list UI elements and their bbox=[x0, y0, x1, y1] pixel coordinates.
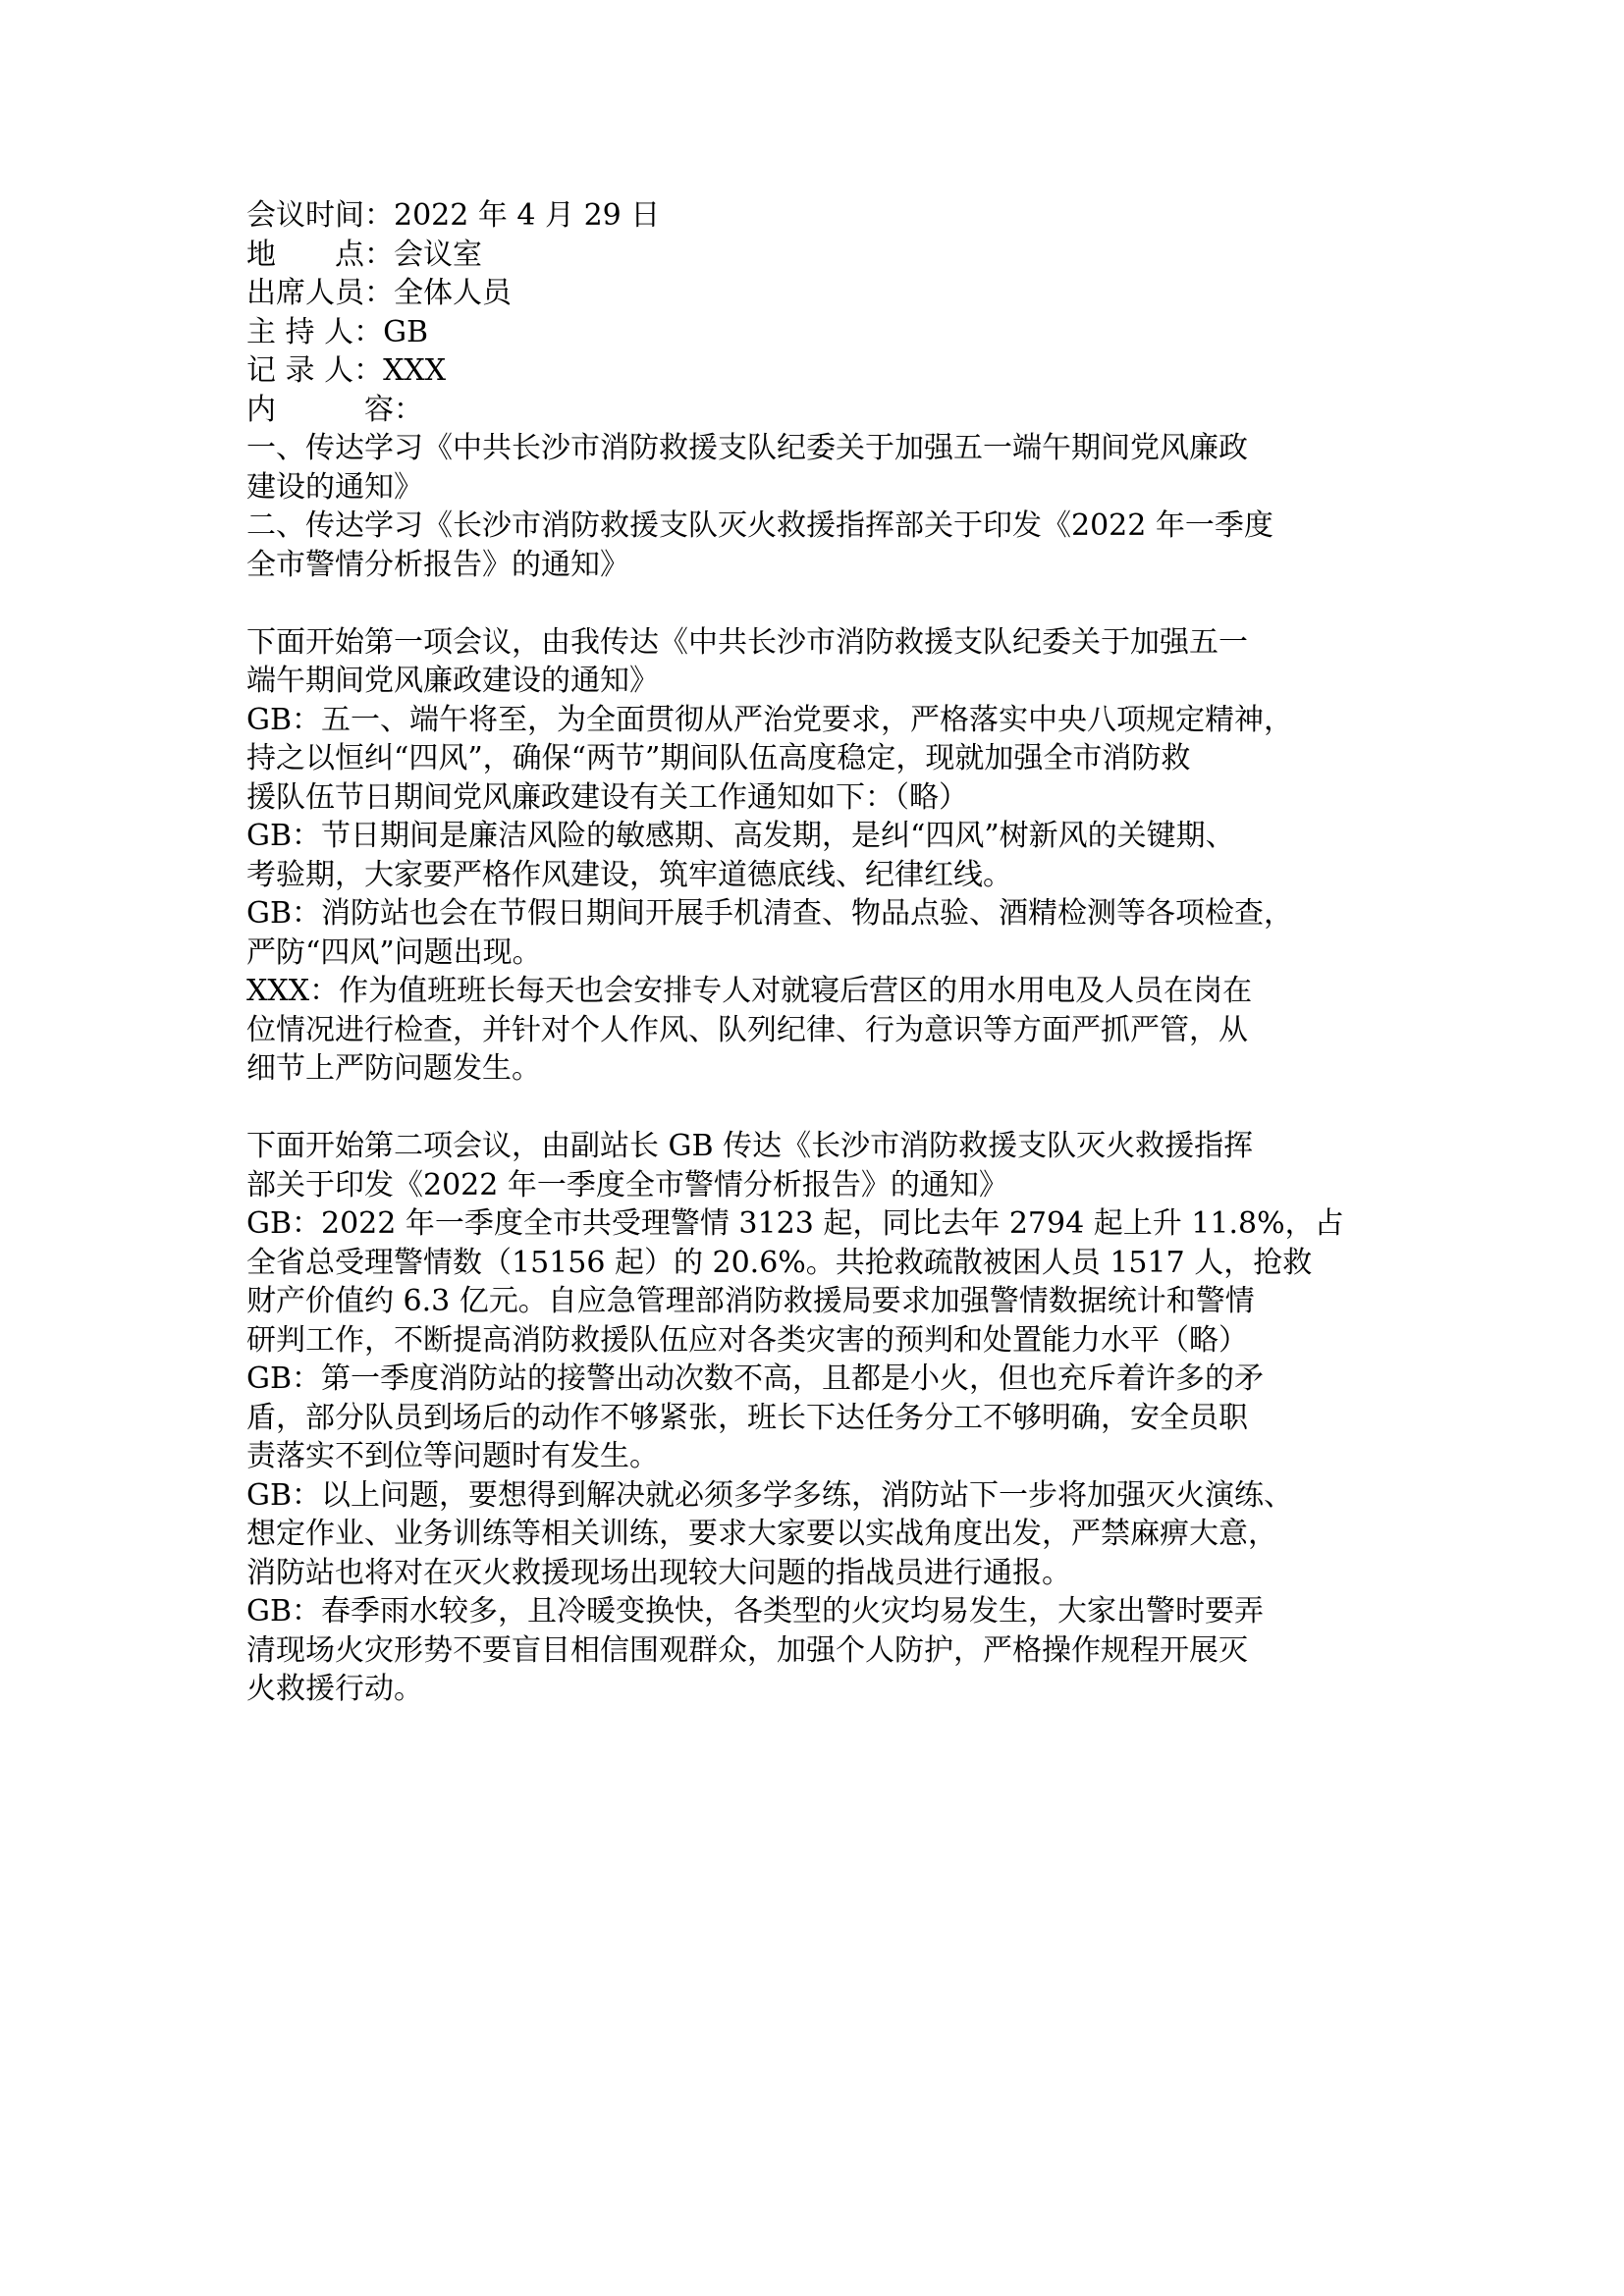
agenda-line: 二、传达学习《长沙市消防救援支队灭火救援指挥部关于印发《2022 年一季度 bbox=[246, 508, 1273, 543]
paragraph-line: GB：五一、端午将至，为全面贯彻从严治党要求，严格落实中央八项规定精神， bbox=[246, 702, 1294, 737]
paragraph-line: 责落实不到位等问题时有发生。 bbox=[246, 1439, 659, 1473]
paragraph-line: 下面开始第一项会议，由我传达《中共长沙市消防救援支队纪委关于加强五一 bbox=[246, 624, 1248, 660]
paragraph-line: 想定作业、业务训练等相关训练，要求大家要以实战角度出发，严禁麻痹大意， bbox=[246, 1517, 1277, 1551]
paragraph-line: 下面开始第二项会议，由副站长 GB 传达《长沙市消防救援支队灭火救援指挥 bbox=[246, 1129, 1254, 1163]
section-2-paragraph bbox=[246, 1592, 1425, 1709]
paragraph-line: 清现场火灾形势不要盲目相信围观群众，加强个人防护，严格操作规程开展灭 bbox=[246, 1632, 1248, 1668]
agenda-item-1 bbox=[246, 429, 1425, 507]
paragraph-line: XXX：作为值班班长每天也会安排专人对就寝后营区的用水用电及人员在岗在 bbox=[246, 974, 1253, 1008]
section-2-paragraph bbox=[246, 1204, 1425, 1360]
paragraph-line: 研判工作，不断提高消防救援队伍应对各类灾害的预判和处置能力水平（略） bbox=[246, 1322, 1248, 1358]
section-1 bbox=[246, 623, 1425, 1089]
section-1-paragraph bbox=[246, 894, 1425, 972]
paragraph-line: GB：以上问题，要想得到解决就必须多学多练，消防站下一步将加强灭火演练、 bbox=[246, 1477, 1294, 1513]
blank-line bbox=[246, 1089, 1425, 1128]
paragraph-line: 端午期间党风廉政建设的通知》 bbox=[246, 664, 659, 698]
meeting-host: 主 持 人：GB bbox=[246, 314, 429, 349]
agenda-item-2 bbox=[246, 507, 1425, 584]
section-2-intro bbox=[246, 1127, 1425, 1204]
section-1-paragraph bbox=[246, 817, 1425, 894]
paragraph-line: 考验期，大家要严格作风建设，筑牢道德底线、纪律红线。 bbox=[246, 857, 1012, 892]
agenda-line: 全市警情分析报告》的通知》 bbox=[246, 547, 629, 582]
paragraph-line: GB：第一季度消防站的接警出动次数不高，且都是小火，但也充斥着许多的矛 bbox=[246, 1362, 1265, 1396]
section-1-paragraph bbox=[246, 701, 1425, 818]
paragraph-line: 严防“四风”问题出现。 bbox=[246, 934, 542, 970]
blank-line bbox=[246, 584, 1425, 623]
paragraph-line: 位情况进行检查，并针对个人作风、队列纪律、行为意识等方面严抓严管，从 bbox=[246, 1012, 1248, 1047]
section-2-paragraph bbox=[246, 1360, 1425, 1476]
paragraph-line: GB：消防站也会在节假日期间开展手机清查、物品点验、酒精检测等各项检查， bbox=[246, 896, 1294, 931]
paragraph-line: 细节上严防问题发生。 bbox=[246, 1051, 541, 1086]
section-2 bbox=[246, 1127, 1425, 1709]
section-2-paragraph bbox=[246, 1476, 1425, 1593]
meeting-attendees: 出席人员：全体人员 bbox=[246, 276, 512, 310]
meeting-minutes-body bbox=[246, 196, 1425, 1709]
meeting-content-label: 内 容： bbox=[246, 392, 423, 427]
paragraph-line: 财产价值约 6.3 亿元。自应急管理部消防救援局要求加强警情数据统计和警情 bbox=[246, 1284, 1255, 1318]
paragraph-line: 消防站也将对在灭火救援现场出现较大问题的指战员进行通报。 bbox=[246, 1555, 1071, 1590]
paragraph-line: 全省总受理警情数（15156 起）的 20.6%。共抢救疏散被困人员 1517 人，抢救 bbox=[246, 1245, 1313, 1280]
paragraph-line: GB：春季雨水较多，且冷暖变换快，各类型的火灾均易发生，大家出警时要弄 bbox=[246, 1594, 1265, 1629]
meeting-time: 会议时间：2022 年 4 月 29 日 bbox=[246, 198, 661, 233]
agenda-line: 一、传达学习《中共长沙市消防救援支队纪委关于加强五一端午期间党风廉政 bbox=[246, 431, 1248, 465]
agenda-line: 建设的通知》 bbox=[246, 469, 423, 505]
section-1-intro bbox=[246, 623, 1425, 701]
meeting-recorder: 记 录 人：XXX bbox=[246, 353, 447, 388]
paragraph-line: 火救援行动。 bbox=[246, 1672, 423, 1706]
paragraph-line: 盾，部分队员到场后的动作不够紧张，班长下达任务分工不够明确，安全员职 bbox=[246, 1400, 1248, 1435]
section-1-paragraph bbox=[246, 972, 1425, 1089]
paragraph-line: 援队伍节日期间党风廉政建设有关工作通知如下：（略） bbox=[246, 779, 968, 815]
meeting-place: 地 点：会议室 bbox=[246, 237, 482, 272]
paragraph-line: 部关于印发《2022 年一季度全市警情分析报告》的通知》 bbox=[246, 1167, 1008, 1202]
paragraph-line: 持之以恒纠“四风”，确保“两节”期间队伍高度稳定，现就加强全市消防救 bbox=[246, 741, 1191, 775]
paragraph-line: GB：2022 年一季度全市共受理警情 3123 起，同比去年 2794 起上升 11.8%，占 bbox=[246, 1206, 1344, 1241]
paragraph-line: GB：节日期间是廉洁风险的敏感期、高发期，是纠“四风”树新风的关键期、 bbox=[246, 819, 1235, 853]
